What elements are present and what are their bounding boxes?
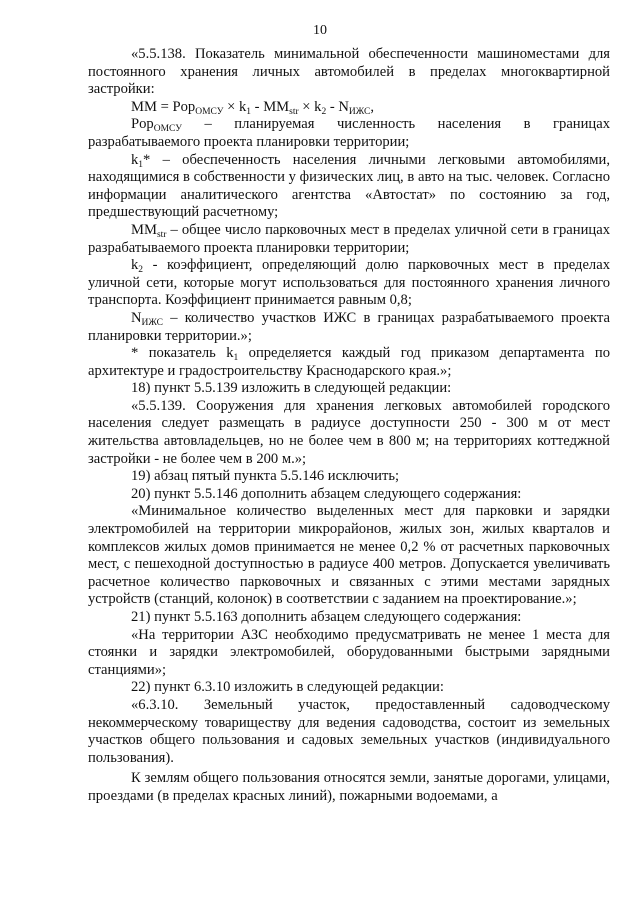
formula-part: × k	[298, 98, 322, 115]
definition-text: – количество участков ИЖС в границах разрабатываемого проекта планировки территории.»;	[88, 309, 610, 344]
definition-text: – планируемая численность населения в границах разрабатываемого проекта планировки территории;	[88, 116, 610, 150]
term-subscript: ИЖС	[141, 317, 164, 328]
definition-pop	[88, 116, 610, 151]
definition-n-izhs	[88, 310, 610, 345]
definition-k2	[88, 257, 610, 310]
formula-part: × k	[223, 98, 247, 115]
formula-subscript: 2	[321, 106, 327, 117]
page-number: 10	[313, 23, 327, 38]
formula-part: ,	[370, 98, 375, 115]
paragraph-5-5-138-intro: «5.5.138. Показатель минимальной обеспеченности машиноместами для постоянного хранения личных автомобилей в пределах многоквартирной застройки:	[88, 46, 610, 98]
document-body	[88, 46, 610, 806]
term-subscript: 2	[138, 265, 144, 276]
definition-text: - коэффициент, определяющий долю парковочных мест в пределах уличной сети, которые могут использоваться для постоянного хранения личного транспорта. Коэффициент принимается равным 0,8;	[88, 257, 610, 309]
paragraph-common-lands: К землям общего пользования относятся земли, занятые дорогами, улицами, проездами (в пределах красных линий), пожарными водоемами, а	[88, 770, 610, 804]
term: Pop	[131, 116, 154, 133]
footnote-text: определяется каждый год приказом департамента по архитектуре и градостроительству Краснодарского края.»;	[88, 345, 610, 379]
formula-part: - MM	[251, 98, 290, 115]
formula-subscript: ИЖС	[348, 106, 371, 117]
term: N	[131, 309, 142, 326]
item-20: 20) пункт 5.5.146 дополнить абзацем следующего содержания:	[131, 485, 522, 502]
formula-subscript: str	[289, 106, 299, 117]
paragraph-5-5-139: «5.5.139. Сооружения для хранения легковых автомобилей городского населения следует размещать в радиусе доступности 250 - 300 м от мест жительства автовладельцев, но не более чем в 800 м; на территориях коттеджной застройки - не более чем в 200 м.»;	[88, 397, 610, 467]
footnote-k1	[88, 345, 610, 380]
term-subscript: 1	[233, 353, 239, 364]
formula-part: ММ = Pop	[131, 98, 196, 115]
footnote-text: * показатель k	[131, 345, 234, 362]
definition-text: * – обеспеченность населения личными легковыми автомобилями, находящимися в собственности у физических лиц, в авто на тыс. человек. Согласно информации аналитического агентства «Автостат» по состоянию за год, предшествующий расчетному;	[88, 151, 610, 221]
item-22: 22) пункт 6.3.10 изложить в следующей редакции:	[131, 679, 444, 696]
paragraph-azs: «На территории АЗС необходимо предусматривать не менее 1 места для стоянки и зарядки электромобилей, оборудованными быстрыми зарядными станциями»;	[88, 626, 610, 678]
formula-part: - N	[326, 98, 349, 115]
term: MM	[131, 221, 157, 238]
term-subscript: str	[156, 229, 167, 240]
definition-mm-str	[88, 222, 610, 257]
item-21: 21) пункт 5.5.163 дополнить абзацем следующего содержания:	[131, 609, 522, 625]
paragraph-ev-parking: «Минимальное количество выделенных мест для парковки и зарядки электромобилей на территории микрорайонов, жилых зон, жилых кварталов и комплексов жилых домов принимается не менее 0,2 % от расчетных парковочных мест, с пешеходной доступностью в радиусе 400 метров. Допускается увеличивать расчетное количество парковочных и связанных с этими местами зарядных устройств (станций, колонок) в соответствии с заданием на проектирование.»;	[88, 503, 610, 608]
paragraph-6-3-10: «6.3.10. Земельный участок, предоставленный садоводческому некоммерческому товариществу для ведения садоводства, состоит из земельных участков общего пользования и садовых земельных участков (индивидуального пользования).	[88, 696, 610, 766]
item-19: 19) абзац пятый пункта 5.5.146 исключить;	[131, 468, 400, 485]
term: k	[131, 257, 139, 274]
term-subscript: ОМСУ	[153, 124, 182, 135]
item-18: 18) пункт 5.5.139 изложить в следующей редакции:	[131, 380, 452, 397]
formula-subscript: 1	[246, 106, 252, 117]
term-subscript: 1	[138, 159, 144, 170]
formula-mm	[88, 99, 610, 117]
definition-k1	[88, 152, 610, 222]
term: k	[131, 151, 139, 168]
formula-subscript: ОМСУ	[195, 106, 224, 117]
definition-text: – общее число парковочных мест в пределах уличной сети в границах разрабатываемого проекта планировки территории;	[88, 221, 610, 256]
